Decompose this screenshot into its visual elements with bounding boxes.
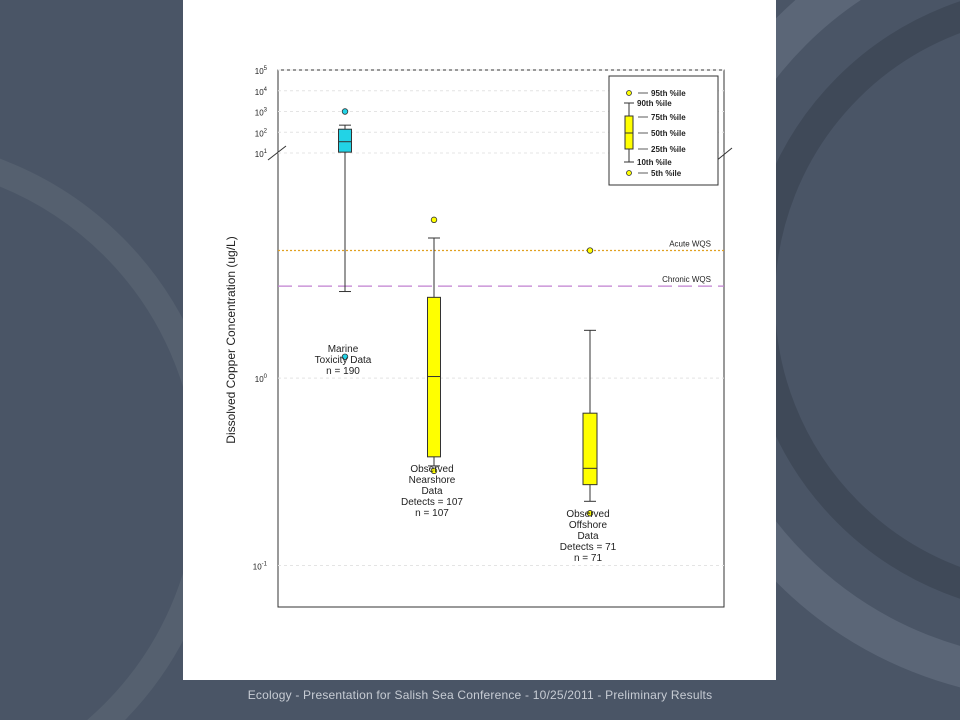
- legend-entry: 75th %ile: [651, 113, 686, 122]
- y-tick-label: $10^4$: [254, 86, 267, 97]
- legend-entry: 50th %ile: [651, 129, 686, 138]
- category-label-line: Observed: [566, 509, 610, 520]
- y-tick-label: $10^1$: [254, 149, 267, 159]
- category-label-line: Detects = 107: [401, 497, 463, 508]
- legend-entry: 10th %ile: [637, 158, 672, 167]
- category-label-line: Observed: [410, 464, 454, 475]
- category-label-line: n = 190: [326, 366, 360, 377]
- outlier-95th: [587, 248, 593, 254]
- box-iqr: [339, 129, 352, 152]
- y-tick-label: $10^2$: [254, 128, 267, 139]
- box-iqr: [428, 297, 441, 457]
- legend-95-marker: [627, 91, 632, 96]
- y-tick-label: $10^5$: [254, 66, 267, 76]
- y-tick-label: $10^{-1}$: [252, 561, 267, 572]
- category-label-line: n = 107: [415, 508, 449, 519]
- legend-5-marker: [627, 171, 632, 176]
- box-3: [583, 248, 597, 516]
- legend: [609, 76, 718, 185]
- legend-entry: 5th %ile: [651, 169, 682, 178]
- slide-panel: [183, 0, 776, 680]
- legend-entry: 25th %ile: [651, 145, 686, 154]
- category-label-line: Nearshore: [408, 475, 456, 486]
- tick-layer: [253, 66, 268, 571]
- category-label-line: Data: [421, 486, 443, 497]
- category-label-line: Toxicity Data: [314, 355, 372, 366]
- category-label-line: Marine: [327, 344, 359, 355]
- y-tick-label: $10^0$: [254, 374, 267, 385]
- category-label-line: Offshore: [568, 520, 608, 531]
- box-iqr: [583, 413, 597, 484]
- category-label-line: n = 71: [573, 553, 603, 564]
- acute-wqs-label: Acute WQS: [669, 239, 711, 249]
- y-tick-label: $10^3$: [254, 107, 267, 118]
- copper-boxplot-chart: [183, 0, 776, 680]
- box-1: [339, 109, 352, 360]
- outlier-95th: [342, 109, 348, 115]
- legend-entry: 90th %ile: [637, 99, 672, 108]
- axis-break-left: [268, 146, 286, 160]
- slide-footer: Ecology - Presentation for Salish Sea Conference - 10/25/2011 - Preliminary Results: [247, 688, 713, 702]
- category-label-line: Data: [577, 531, 599, 542]
- outlier-95th: [431, 217, 437, 223]
- legend-entry: 95th %ile: [651, 89, 686, 98]
- category-labels: [315, 344, 617, 564]
- chronic-wqs-label: Chronic WQS: [662, 275, 711, 285]
- category-label-line: Detects = 71: [559, 542, 617, 553]
- y-axis-label: Dissolved Copper Concentration (ug/L): [224, 236, 238, 444]
- box-layer: [339, 109, 598, 516]
- box-2: [428, 217, 441, 474]
